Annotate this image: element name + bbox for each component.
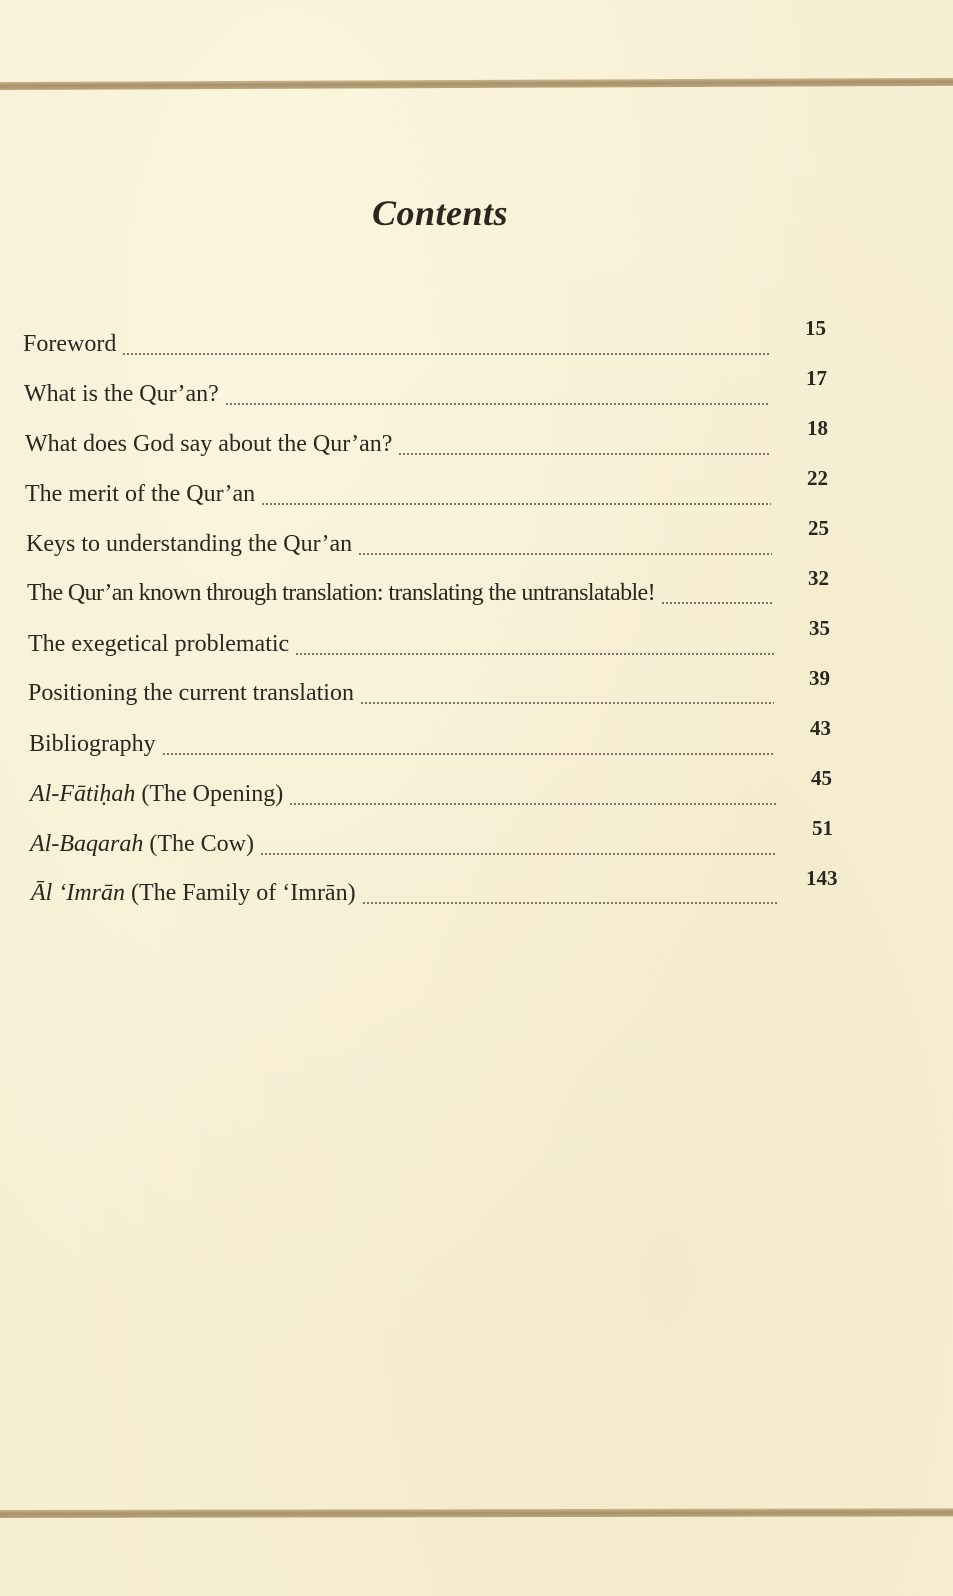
toc-page-number: 35 — [809, 616, 830, 640]
dot-leader — [358, 530, 772, 558]
toc-entry-italic: Āl ‘Imrān — [31, 880, 125, 906]
toc-entry-label: (The Family of ‘Imrān) — [124, 880, 356, 906]
toc-entry-al-fatihah[interactable] — [30, 768, 782, 808]
bottom-decorative-rule — [0, 1508, 953, 1518]
toc-entry-label: The exegetical problematic — [28, 631, 290, 657]
toc-entry-title — [25, 480, 261, 508]
toc-entry-label: Bibliography — [29, 731, 156, 757]
toc-entry-merit-of-quran[interactable] — [25, 468, 777, 508]
toc-entry-label: The merit of the Qur’an — [25, 481, 256, 507]
toc-entry-title — [23, 330, 122, 358]
toc-entry-title — [28, 679, 360, 707]
dot-leader — [661, 579, 773, 607]
toc-entry-known-through-translation[interactable] — [27, 567, 779, 607]
toc-entry-title — [30, 780, 289, 808]
toc-page-number: 32 — [808, 566, 829, 590]
dot-leader — [260, 830, 776, 858]
dot-leader — [398, 430, 771, 458]
toc-entry-al-baqarah[interactable] — [30, 818, 782, 858]
toc-entry-title — [24, 380, 225, 408]
dot-leader — [295, 630, 774, 658]
toc-entry-title — [26, 530, 358, 558]
toc-page-number: 25 — [808, 516, 829, 540]
toc-entry-italic: Al-Fātiḥah — [30, 781, 136, 807]
toc-entry-label: What does God say about the Qur’an? — [25, 431, 393, 457]
dot-leader — [360, 679, 774, 707]
toc-page-number: 51 — [812, 816, 833, 840]
page-title: Contents — [371, 193, 509, 233]
dot-leader — [162, 730, 775, 758]
toc-entry-title — [27, 579, 661, 607]
toc-entry-what-is-quran[interactable] — [24, 368, 776, 408]
toc-entry-keys-to-understanding[interactable] — [26, 518, 778, 558]
toc-entry-title — [30, 830, 260, 858]
toc-entry-label: (The Cow) — [143, 831, 254, 857]
toc-entry-title — [31, 879, 362, 907]
toc-page-number: 22 — [807, 466, 828, 490]
dot-leader — [225, 380, 770, 408]
toc-entry-label: Foreword — [23, 331, 117, 357]
toc-page-number: 18 — [807, 416, 828, 440]
toc-entry-title — [28, 630, 295, 658]
dot-leader — [362, 879, 777, 907]
toc-page-number: 45 — [811, 766, 832, 790]
toc-entry-title — [25, 430, 398, 458]
toc-entry-label: Positioning the current translation — [28, 680, 354, 706]
toc-entry-foreword[interactable] — [23, 318, 775, 358]
toc-page-number: 43 — [810, 716, 831, 740]
toc-entry-al-imran[interactable] — [31, 867, 783, 907]
toc-entry-label: The Qur’an known through translation: translating the untranslatable! — [27, 580, 655, 606]
toc-entry-positioning-translation[interactable] — [28, 667, 780, 707]
toc-page-number: 17 — [806, 366, 827, 390]
toc-page-number: 15 — [805, 316, 826, 340]
dot-leader — [289, 780, 776, 808]
toc-entry-bibliography[interactable] — [29, 718, 781, 758]
toc-page-number: 143 — [806, 866, 838, 890]
dot-leader — [122, 330, 769, 358]
toc-entry-label: What is the Qur’an? — [24, 381, 219, 407]
toc-entry-exegetical-problematic[interactable] — [28, 618, 780, 658]
toc-entry-italic: Al-Baqarah — [30, 831, 144, 857]
toc-entry-what-does-god-say[interactable] — [25, 418, 777, 458]
toc-entry-title — [29, 730, 162, 758]
toc-page-number: 39 — [809, 666, 830, 690]
toc-entry-label: Keys to understanding the Qur’an — [26, 531, 353, 557]
dot-leader — [261, 480, 771, 508]
toc-entry-label: (The Opening) — [135, 781, 284, 807]
